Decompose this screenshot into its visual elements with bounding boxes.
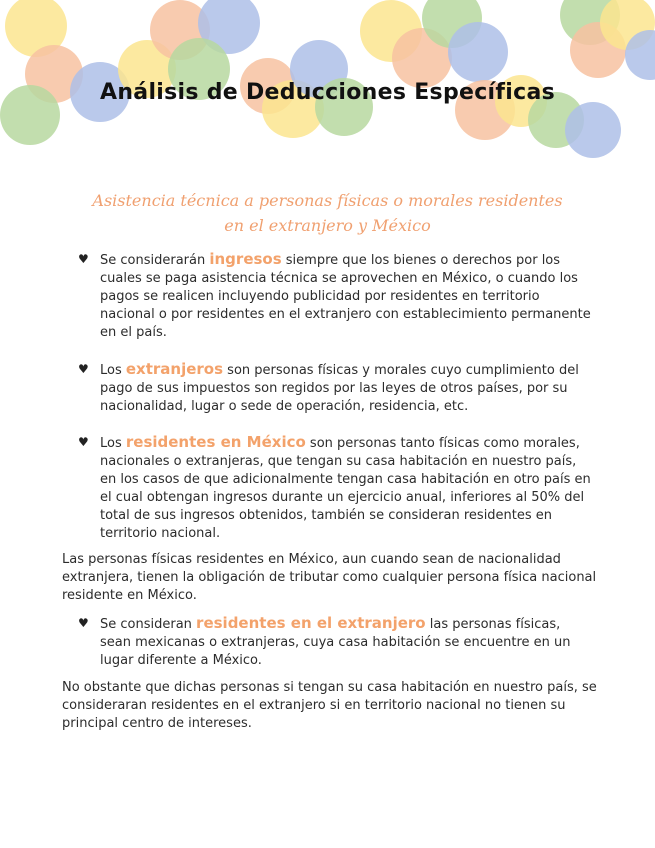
paragraph-2: No obstante que dichas personas si tengan su casa habitación en nuestro país, se consideraran residentes en el extranjero si en territorio nacional no tienen su principal centro de intereses. xyxy=(62,680,597,731)
bullet-item-extranjeros xyxy=(78,360,595,416)
subtitle-line-1: Asistencia técnica a personas físicas o morales residentes xyxy=(92,191,563,210)
bullet-text: las personas físicas, sean mexicanas o extranjeras, cuya casa habitación se encuentre en un lugar diferente a México. xyxy=(100,617,571,668)
heart-bullet-icon: ♥ xyxy=(78,616,89,630)
highlight-term: residentes en México xyxy=(125,433,306,451)
section-subtitle xyxy=(90,188,565,238)
bullet-item-residentes-mexico xyxy=(78,433,595,543)
page-title: Análisis de Deducciones Específicas xyxy=(100,80,555,105)
highlight-term: ingresos xyxy=(209,250,282,268)
subtitle-line-2: en el extranjero y México xyxy=(224,216,431,235)
paragraph-1: Las personas físicas residentes en México, aun cuando sean de nacionalidad extranjera, tienen la obligación de tributar como cualquier persona física nacional residente en México. xyxy=(62,552,597,603)
bullet-text: siempre que los bienes o derechos por los cuales se paga asistencia técnica se aprovechen en México, o cuando los pagos se realicen incluyendo publicidad por residentes en territorio nacional o por residentes en el extranjero con establecimiento permanente en el país. xyxy=(100,253,591,340)
bullet-text: Se consideran xyxy=(100,617,197,632)
highlight-term: extranjeros xyxy=(125,360,224,378)
bullet-text: son personas tanto físicas como morales, nacionales o extranjeras, que tengan su casa habitación en nuestro país, en los casos de que adicionalmente tengan casa habitación en otro país en el cual obtengan ingresos durante un ejercicio anual, inferiores al 50% del total de sus ingresos obtenidos, también se consideran residentes en territorio nacional. xyxy=(100,436,591,541)
bullet-text: Los xyxy=(100,363,126,378)
bullet-text: Se considerarán xyxy=(100,253,210,268)
heart-bullet-icon: ♥ xyxy=(78,435,89,449)
heart-bullet-icon: ♥ xyxy=(78,252,89,266)
highlight-term: residentes en el extranjero xyxy=(196,614,426,632)
heart-bullet-icon: ♥ xyxy=(78,362,89,376)
bullet-item-residentes-extranjero xyxy=(78,614,595,670)
bullet-item-ingresos xyxy=(78,250,595,342)
bullet-text: son personas físicas y morales cuyo cumplimiento del pago de sus impuestos son regidos por las leyes de otros países, por su nacionalidad, lugar o sede de operación, residencia, etc. xyxy=(100,363,579,414)
bullet-text: Los xyxy=(100,436,126,451)
